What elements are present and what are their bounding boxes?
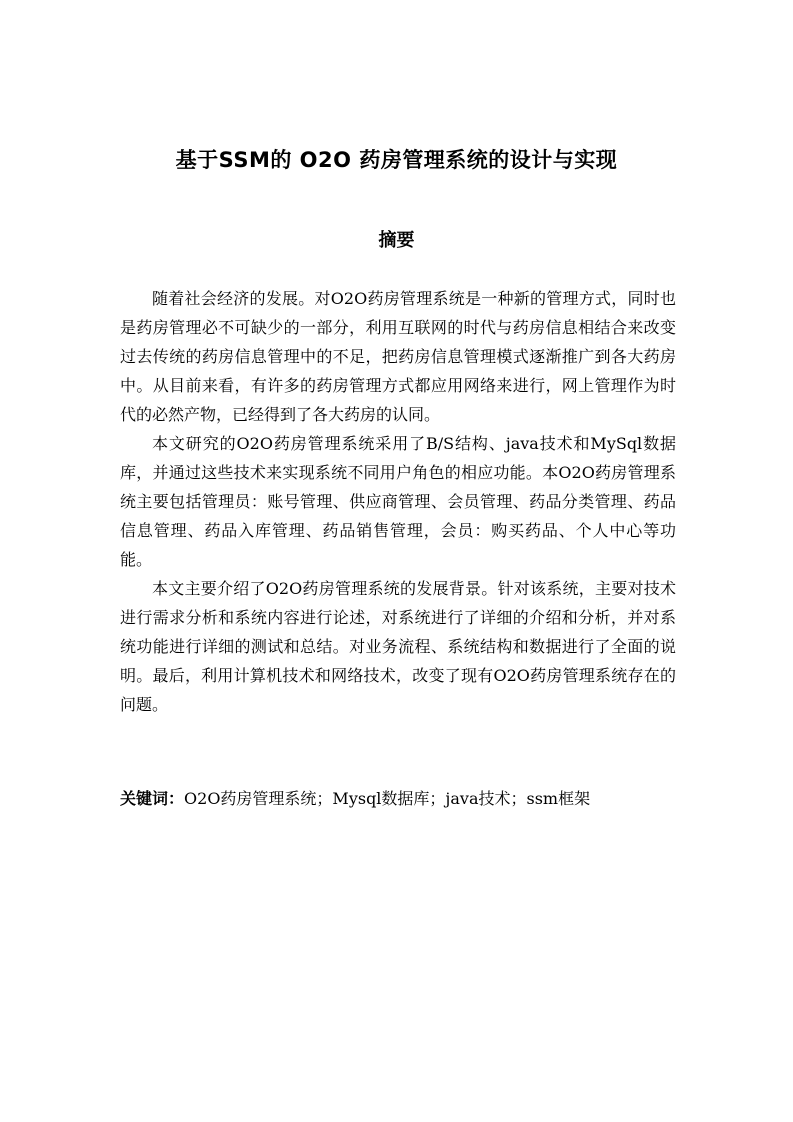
paper-title: 基于SSM的 O2O 药房管理系统的设计与实现 xyxy=(175,148,618,172)
abstract-paragraph: 本文研究的O2O药房管理系统采用了B/S结构、java技术和MySql数据库，并通过这些技术来实现系统不同用户角色的相应功能。本O2O药房管理系统主要包括管理员：账号管理、供应商管理、会员管理、药品分类管理、药品信息管理、药品入库管理、药品销售管理，会员：购买药品、个人中心等功能。 xyxy=(120,434,676,569)
keywords-text: O2O药房管理系统；Mysql数据库；java技术；ssm框架 xyxy=(184,789,591,808)
abstract-heading: 摘要 xyxy=(378,230,415,251)
keywords-label: 关键词： xyxy=(120,789,185,808)
keywords-line xyxy=(120,784,680,813)
abstract-body xyxy=(120,284,676,719)
abstract-paragraph: 本文主要介绍了O2O药房管理系统的发展背景。针对该系统，主要对技术进行需求分析和系统内容进行论述，对系统进行了详细的介绍和分析，并对系统功能进行详细的测试和总结。对业务流程、系统结构和数据进行了全面的说明。最后，利用计算机技术和网络技术，改变了现有O2O药房管理系统存在的问题。 xyxy=(120,579,676,714)
abstract-paragraph: 随着社会经济的发展。对O2O药房管理系统是一种新的管理方式，同时也是药房管理必不可缺少的一部分，利用互联网的时代与药房信息相结合来改变过去传统的药房信息管理中的不足，把药房信息管理模式逐渐推广到各大药房中。从目前来看，有许多的药房管理方式都应用网络来进行，网上管理作为时代的必然产物，已经得到了各大药房的认同。 xyxy=(120,289,676,424)
